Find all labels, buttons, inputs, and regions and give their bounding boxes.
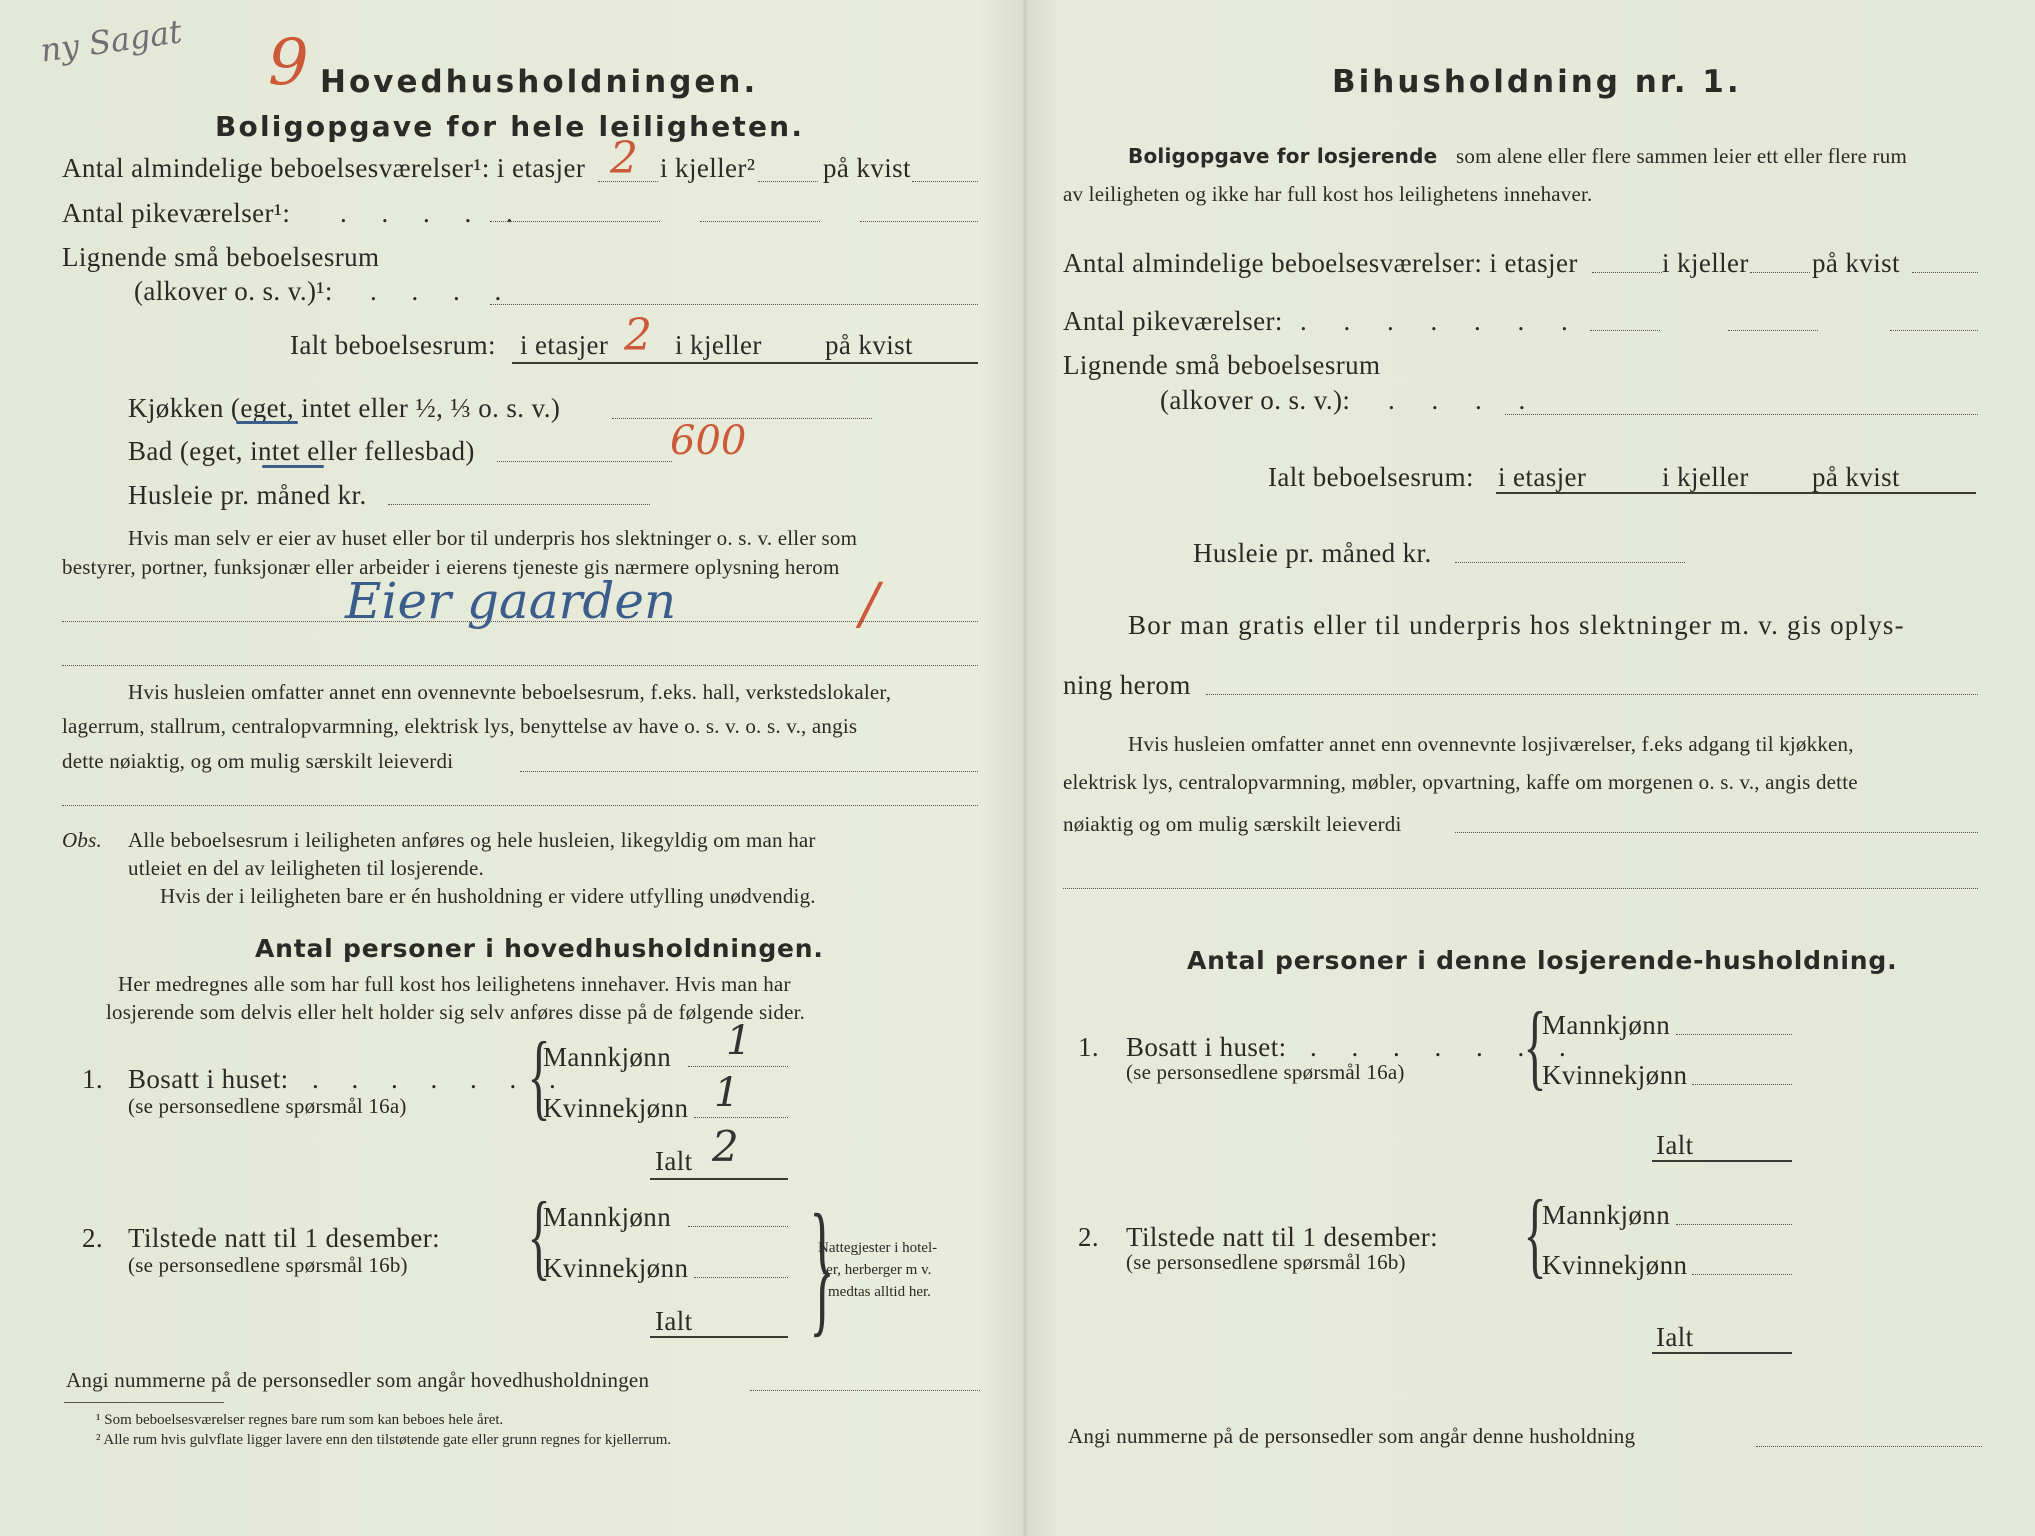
left-husleie-text-3: dette nøiaktig, og om mulig særskilt leieverdi: [62, 749, 454, 773]
right-husleie-text-2: elektrisk lys, centralopvarmning, møbler, opvartning, kaffe om morgenen o. s. v., angis dette: [1063, 770, 1858, 794]
left-obs-text-1: Alle beboelsesrum i leiligheten anføres og hele husleien, likegyldig om man har: [128, 828, 816, 852]
right-q2-kvinne: Kvinnekjønn: [1542, 1250, 1688, 1280]
left-row1-etasjer-value: 2: [610, 133, 638, 184]
left-row2-line-c: [860, 221, 978, 222]
left-q2-ialt-underline: [650, 1336, 788, 1338]
left-q1-mann: Mannkjønn: [543, 1042, 672, 1072]
right-row2-line-c: [1890, 330, 1978, 331]
right-q1-ialt-underline: [1652, 1160, 1792, 1162]
left-row1-kvist: på kvist: [823, 153, 911, 183]
left-row2-line-a: [490, 221, 660, 222]
left-q1-kvinne-value: 1: [714, 1070, 740, 1116]
right-ialt-label: Ialt beboelsesrum:: [1268, 462, 1474, 492]
right-title: Bihusholdning nr. 1.: [1332, 64, 1742, 100]
left-row1-kvist-line: [912, 181, 978, 182]
right-husleie-label: Husleie pr. måned kr.: [1193, 538, 1432, 568]
handwritten-page-number: 9: [268, 26, 309, 100]
left-q2-side-3: medtas alltid her.: [828, 1284, 931, 1300]
left-ialt-etasjer: i etasjer: [520, 330, 609, 360]
left-q2-mann-line: [688, 1226, 788, 1227]
left-angi-rule: [64, 1402, 224, 1403]
left-q2-ialt: Ialt: [655, 1306, 693, 1336]
right-husleie-text-1: Hvis husleien omfatter annet enn ovennevnte losjiværelser, f.eks adgang til kjøkken,: [1128, 732, 1854, 756]
left-q1-ialt-underline: [650, 1178, 788, 1180]
left-q2-mann: Mannkjønn: [543, 1202, 672, 1232]
left-angi-label: Angi nummerne på de personsedler som angår hovedhusholdningen: [66, 1368, 650, 1392]
left-q1-mann-line: [688, 1066, 788, 1067]
left-eier-line: [62, 621, 978, 622]
left-husleie-line-a: [520, 771, 978, 772]
right-intro-rest: som alene eller flere sammen leier ett eller flere rum: [1456, 144, 1907, 168]
left-husleie-text-2: lagerrum, stallrum, centralopvarmning, elektrisk lys, benyttelse av have o. s. v. o. s. v., angis: [62, 714, 858, 738]
kjokken-eget-underline: [236, 421, 298, 424]
left-persons-text-1: Her medregnes alle som har full kost hos leilighetens innehaver. Hvis man har: [118, 972, 791, 996]
left-eier-text-1: Hvis man selv er eier av huset eller bor til underpris hos slektninger o. s. v. eller som: [128, 526, 858, 550]
right-row1-kjeller-line: [1750, 272, 1810, 273]
left-q2-side-1: Nattegjester i hotel-: [818, 1240, 938, 1256]
left-ialt-label: Ialt beboelsesrum:: [290, 330, 496, 360]
right-q1-ialt: Ialt: [1656, 1130, 1694, 1160]
right-q1-mann-line: [1676, 1034, 1792, 1035]
left-obs-text-2: utleiet en del av leiligheten til losjerende.: [128, 856, 484, 880]
right-row1-kvist-line: [1912, 272, 1978, 273]
right-intro-bold: Boligopgave for losjerende: [1128, 144, 1438, 168]
right-q2-brace: {: [1523, 1180, 1547, 1287]
right-q1-kvinne-line: [1692, 1084, 1792, 1085]
right-ialt-underline: [1496, 492, 1976, 494]
right-row3-label: Lignende små beboelsesrum: [1063, 350, 1381, 380]
right-row3-line: [1505, 414, 1978, 415]
right-q1-num: 1.: [1078, 1032, 1100, 1062]
right-q1-dots: . . . . . . .: [1310, 1032, 1580, 1062]
left-q1-mann-value: 1: [726, 1018, 752, 1064]
right-row3-dots: . . . .: [1388, 385, 1541, 415]
left-title: Hovedhusholdningen.: [320, 64, 759, 100]
left-eier-value: Eier gaarden: [345, 572, 677, 630]
page-fold: [1022, 0, 1028, 1536]
right-gratis-text-2: ning herom: [1063, 670, 1191, 700]
left-subtitle: Boligopgave for hele leiligheten.: [215, 110, 805, 143]
left-husleie-text-1: Hvis husleien omfatter annet enn ovennevnte beboelsesrum, f.eks. hall, verkstedslokaler,: [128, 680, 892, 704]
left-bad-label: Bad (eget, intet eller fellesbad): [128, 436, 475, 466]
right-row1-kvist: på kvist: [1812, 248, 1900, 278]
right-q1-kvinne: Kvinnekjønn: [1542, 1060, 1688, 1090]
left-q2-kvinne: Kvinnekjønn: [543, 1253, 689, 1283]
left-row3-dots: . . . .: [370, 276, 516, 306]
right-husleie-text-3: nøiaktig og om mulig særskilt leieverdi: [1063, 812, 1402, 836]
left-ialt-kjeller: i kjeller: [675, 330, 762, 360]
left-kjokken-label: Kjøkken (eget, intet eller ½, ⅓ o. s. v.): [128, 393, 561, 423]
right-angi-label: Angi nummerne på de personsedler som angår denne husholdning: [1068, 1424, 1636, 1448]
left-q2-side-brace: }: [809, 1184, 835, 1350]
right-q2-ialt-underline: [1652, 1352, 1792, 1354]
left-row2-label: Antal pikeværelser¹:: [62, 198, 291, 228]
left-obs-text-3: Hvis der i leiligheten bare er én husholdning er videre utfylling unødvendig.: [160, 884, 816, 908]
right-q2-kvinne-line: [1692, 1274, 1792, 1275]
left-persons-text-2: losjerende som delvis eller helt holder sig selv anføres disse på de følgende sider.: [106, 1000, 806, 1024]
left-ialt-underline: [512, 362, 978, 364]
left-q1-label: Bosatt i huset:: [128, 1064, 289, 1094]
right-q2-mann-line: [1676, 1224, 1792, 1225]
left-persons-title: Antal personer i hovedhusholdningen.: [255, 934, 824, 963]
right-q2-ialt: Ialt: [1656, 1322, 1694, 1352]
right-q2-label: Tilstede natt til 1 desember:: [1126, 1222, 1439, 1252]
left-ialt-etasjer-value: 2: [624, 310, 652, 361]
left-q1-ialt: Ialt: [655, 1146, 693, 1176]
handwritten-annotation: ny Sagat: [38, 12, 185, 70]
right-ialt-kjeller: i kjeller: [1662, 462, 1749, 492]
right-intro-2: av leiligheten og ikke har full kost hos leilighetens innehaver.: [1063, 182, 1593, 206]
right-ialt-kvist: på kvist: [1812, 462, 1900, 492]
right-row2-line-b: [1728, 330, 1818, 331]
right-husleie-line: [1455, 562, 1685, 563]
right-gratis-text-1: Bor man gratis eller til underpris hos slektninger m. v. gis oplys-: [1128, 610, 1905, 640]
right-persons-title: Antal personer i denne losjerende-husholdning.: [1187, 946, 1898, 975]
left-row3b-label: (alkover o. s. v.)¹:: [134, 276, 333, 306]
left-q2-kvinne-line: [694, 1277, 788, 1278]
right-q1-brace: {: [1523, 992, 1547, 1099]
right-row3b-label: (alkover o. s. v.):: [1160, 385, 1351, 415]
left-ialt-kvist: på kvist: [825, 330, 913, 360]
left-angi-line: [750, 1390, 980, 1391]
left-husleie-line: [388, 504, 650, 505]
right-q1-label: Bosatt i huset:: [1126, 1032, 1287, 1062]
left-q1-note: (se personsedlene spørsmål 16a): [128, 1094, 407, 1118]
left-q2-brace: {: [527, 1182, 551, 1289]
right-q1-mann: Mannkjønn: [1542, 1010, 1671, 1040]
left-footnote-1: ¹ Som beboelsesværelser regnes bare rum som kan beboes hele året.: [96, 1412, 504, 1428]
left-bad-value: 600: [670, 418, 747, 464]
left-eier-text-2: bestyrer, portner, funksjonær eller arbeider i eierens tjeneste gis nærmere oplysning herom: [62, 555, 840, 579]
left-q2-num: 2.: [82, 1223, 104, 1253]
left-row1-kjeller: i kjeller²: [660, 153, 756, 183]
left-row1-kjeller-line: [758, 181, 818, 182]
right-ialt-etasjer: i etasjer: [1498, 462, 1587, 492]
left-q1-kvinne-line: [694, 1117, 788, 1118]
right-angi-line: [1756, 1446, 1982, 1447]
right-q1-note: (se personsedlene spørsmål 16a): [1126, 1060, 1405, 1084]
left-husleie-label: Husleie pr. måned kr.: [128, 480, 367, 510]
left-row2-line-b: [700, 221, 820, 222]
right-row1-etasjer-line: [1592, 272, 1662, 273]
left-bad-line: [497, 461, 672, 462]
right-husleie-line-a: [1455, 832, 1978, 833]
right-row2-label: Antal pikeværelser:: [1063, 306, 1283, 336]
left-husleie-line-b: [62, 805, 978, 806]
left-row3-label: Lignende små beboelsesrum: [62, 242, 380, 272]
left-row1-label: Antal almindelige beboelsesværelser¹: i etasjer: [62, 153, 586, 183]
right-row1-label: Antal almindelige beboelsesværelser: i etasjer: [1063, 248, 1578, 278]
right-q2-note: (se personsedlene spørsmål 16b): [1126, 1250, 1406, 1274]
eier-mark: /: [860, 572, 879, 637]
left-row2-dots: . . . . .: [340, 198, 527, 228]
left-q1-brace: {: [527, 1022, 551, 1129]
left-q2-side-2: ler, herberger m v.: [822, 1262, 932, 1278]
right-row2-line-a: [1590, 330, 1660, 331]
left-footnote-2: ² Alle rum hvis gulvflate ligger lavere enn den tilstøtende gate eller grunn regnes for kjellerrum.: [96, 1432, 672, 1448]
bad-intet-underline: [262, 465, 324, 468]
left-q2-label: Tilstede natt til 1 desember:: [128, 1223, 441, 1253]
left-q1-dots: . . . . . . .: [312, 1064, 569, 1094]
left-obs-label: Obs.: [62, 828, 102, 852]
right-q2-mann: Mannkjønn: [1542, 1200, 1671, 1230]
right-gratis-line: [1206, 694, 1978, 695]
left-q1-ialt-value: 2: [712, 1122, 739, 1171]
right-row2-dots: . . . . . . .: [1300, 306, 1583, 336]
left-row1-etasjer-line: [598, 181, 658, 182]
left-q1-num: 1.: [82, 1064, 104, 1094]
left-q1-kvinne: Kvinnekjønn: [543, 1093, 689, 1123]
left-eier-line-2: [62, 665, 978, 666]
right-row1-kjeller: i kjeller: [1662, 248, 1749, 278]
left-row3-line: [490, 304, 978, 305]
right-husleie-line-b: [1063, 888, 1978, 889]
left-q2-note: (se personsedlene spørsmål 16b): [128, 1253, 408, 1277]
right-q2-num: 2.: [1078, 1222, 1100, 1252]
